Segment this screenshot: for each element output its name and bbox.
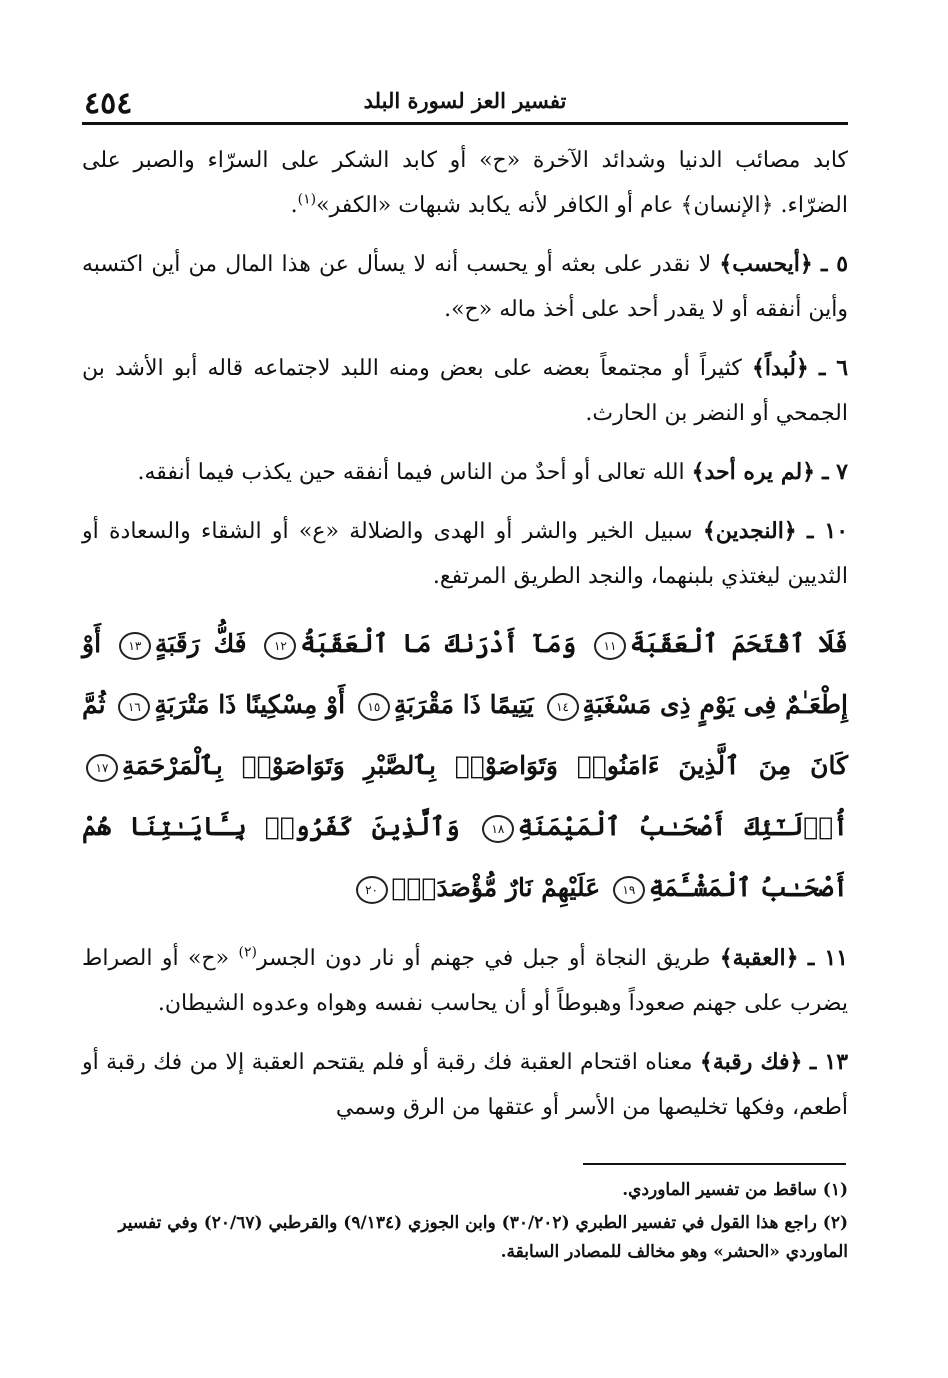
verse-number: ٦ ـ <box>818 355 849 381</box>
paragraph-text: معناه اقتحام العقبة فك رقبة أو فلم يقتحم العقبة إلا من فك رقبة أو أطعم، وفكها تخليصها من الأسر أو عتقها من الرق وسمي <box>82 1050 848 1120</box>
footnote-divider <box>583 1163 846 1165</box>
page-number: ٤٥٤ <box>84 86 133 121</box>
footnotes <box>90 1176 848 1271</box>
verse-marker: ١١ <box>594 632 626 660</box>
main-text <box>82 138 848 1144</box>
verse-text: يَتِيمًا ذَا مَقْرَبَةٍ <box>393 690 534 719</box>
verse-text: أَوْ إِطْعَـٰمٌ فِى يَوْمٍ ذِى مَسْغَبَةٍ <box>82 629 848 719</box>
verse-text: وَٱلَّذِينَ كَفَرُوا۟ بِـَٔايَـٰتِنَا هُمْ أَصْحَـٰبُ ٱلْمَشْـَٔمَةِ <box>82 812 848 902</box>
paragraph-verse-5 <box>82 242 848 332</box>
verse-text: فَكُّ رَقَبَةٍ <box>154 629 247 658</box>
verse-number: ٥ ـ <box>820 251 849 277</box>
footnote-text: راجع هذا القول في تفسير الطبري (٣٠/٢٠٢) وابن الجوزي (٩/١٣٤) والقرطبي (٢٠/٦٧) وفي تفسير الماوردي «الحشر» وهو مخالف للمصادر السابقة. <box>118 1213 848 1262</box>
verse-term: ﴿العقبة﴾ <box>719 945 799 971</box>
verse-term: ﴿أيحسب﴾ <box>719 251 813 277</box>
quran-verses <box>82 613 848 918</box>
paragraph-text: لا نقدر على بعثه أو يحسب أنه لا يسأل عن هذا المال من أين اكتسبه وأين أنفقه أو لا يقدر أحد على أخذ ماله «ح». <box>82 252 848 322</box>
verse-marker: ١٢ <box>264 632 296 660</box>
verse-marker: ١٨ <box>482 815 514 843</box>
verse-text: ثُمَّ كَانَ مِنَ ٱلَّذِينَ ءَامَنُوا۟ وَتَوَاصَوْا۟ بِٱلصَّبْرِ وَتَوَاصَوْا۟ بِٱلْمَرْحَمَةِ <box>82 690 848 780</box>
paragraph-text: كابد مصائب الدنيا وشدائد الآخرة «ح» أو كابد الشكر على السرّاء والصبر على الضرّاء. ﴿الإنسان﴾ عام أو الكافر لأنه يكابد شبهات «الكفر» <box>82 148 848 218</box>
paragraph-text-continued: «ح» أو الصراط يضرب على جهنم صعوداً وهبوطاً أو أن يحاسب نفسه وهواه وعدوه الشيطان. <box>82 946 848 1016</box>
footnote-ref: (١) <box>297 191 317 208</box>
paragraph-verse-13 <box>82 1040 848 1130</box>
paragraph-verse-6 <box>82 346 848 436</box>
verse-term: ﴿لُبداً﴾ <box>752 355 809 381</box>
paragraph-verse-10 <box>82 509 848 599</box>
verse-marker: ١٩ <box>613 876 645 904</box>
verse-term: ﴿فك رقبة﴾ <box>699 1049 803 1075</box>
verse-marker: ١٥ <box>358 693 390 721</box>
footnote-label: (١) <box>822 1180 848 1200</box>
verse-text: عَلَيْهِمْ نَارٌ مُّؤْصَدَةٌۢ <box>391 873 601 902</box>
verse-marker: ٢٠ <box>356 876 388 904</box>
footnote-text: ساقط من تفسير الماوردي. <box>622 1180 817 1200</box>
verse-text: أُو۟لَـٰٓئِكَ أَصْحَـٰبُ ٱلْمَيْمَنَةِ <box>517 812 848 841</box>
paragraph-text: الله تعالى أو أحدٌ من الناس فيما أنفقه حين يكذب فيما أنفقه. <box>137 460 685 485</box>
verse-text: فَلَا ٱقْتَحَمَ ٱلْعَقَبَةَ <box>629 629 848 658</box>
verse-number: ١٠ ـ <box>806 518 849 544</box>
footnote-ref: (٢) <box>238 944 257 961</box>
running-title: تفسير العز لسورة البلد <box>363 88 567 113</box>
footnote-label: (٢) <box>822 1213 848 1233</box>
verse-marker: ١٣ <box>119 632 151 660</box>
paragraph-verse-7 <box>82 450 848 495</box>
verse-number: ١٣ ـ <box>809 1049 849 1075</box>
footnote <box>90 1209 848 1267</box>
paragraph-continuation <box>82 138 848 228</box>
verse-number: ٧ ـ <box>822 459 848 485</box>
paragraph-end: . <box>290 193 298 218</box>
paragraph-verse-11 <box>82 936 848 1026</box>
verse-marker: ١٧ <box>86 754 118 782</box>
verse-text: أَوْ مِسْكِينًا ذَا مَتْرَبَةٍ <box>154 690 346 719</box>
paragraph-text: طريق النجاة أو جبل في جهنم أو نار دون الجسر <box>256 946 711 971</box>
verse-marker: ١٦ <box>118 693 150 721</box>
paragraph-text: كثيراً أو مجتمعاً بعضه على بعض ومنه اللبد لاجتماعه قاله أبو الأشد بن الجمحي أو النضر بن الحارث. <box>82 356 848 426</box>
verse-number: ١١ ـ <box>807 945 848 971</box>
verse-term: ﴿لم يره أحد﴾ <box>691 459 816 485</box>
footnote <box>90 1176 848 1205</box>
verse-term: ﴿النجدين﴾ <box>702 518 797 544</box>
paragraph-text: سبيل الخير والشر أو الهدى والضلالة «ع» أو الشقاء والسعادة أو الثديين ليغتذي بلبنهما، والنجد الطريق المرتفع. <box>82 519 848 589</box>
page-header <box>82 78 848 125</box>
verse-marker: ١٤ <box>547 693 579 721</box>
verse-text: وَمَآ أَدْرَىٰكَ مَا ٱلْعَقَبَةُ <box>300 629 577 658</box>
